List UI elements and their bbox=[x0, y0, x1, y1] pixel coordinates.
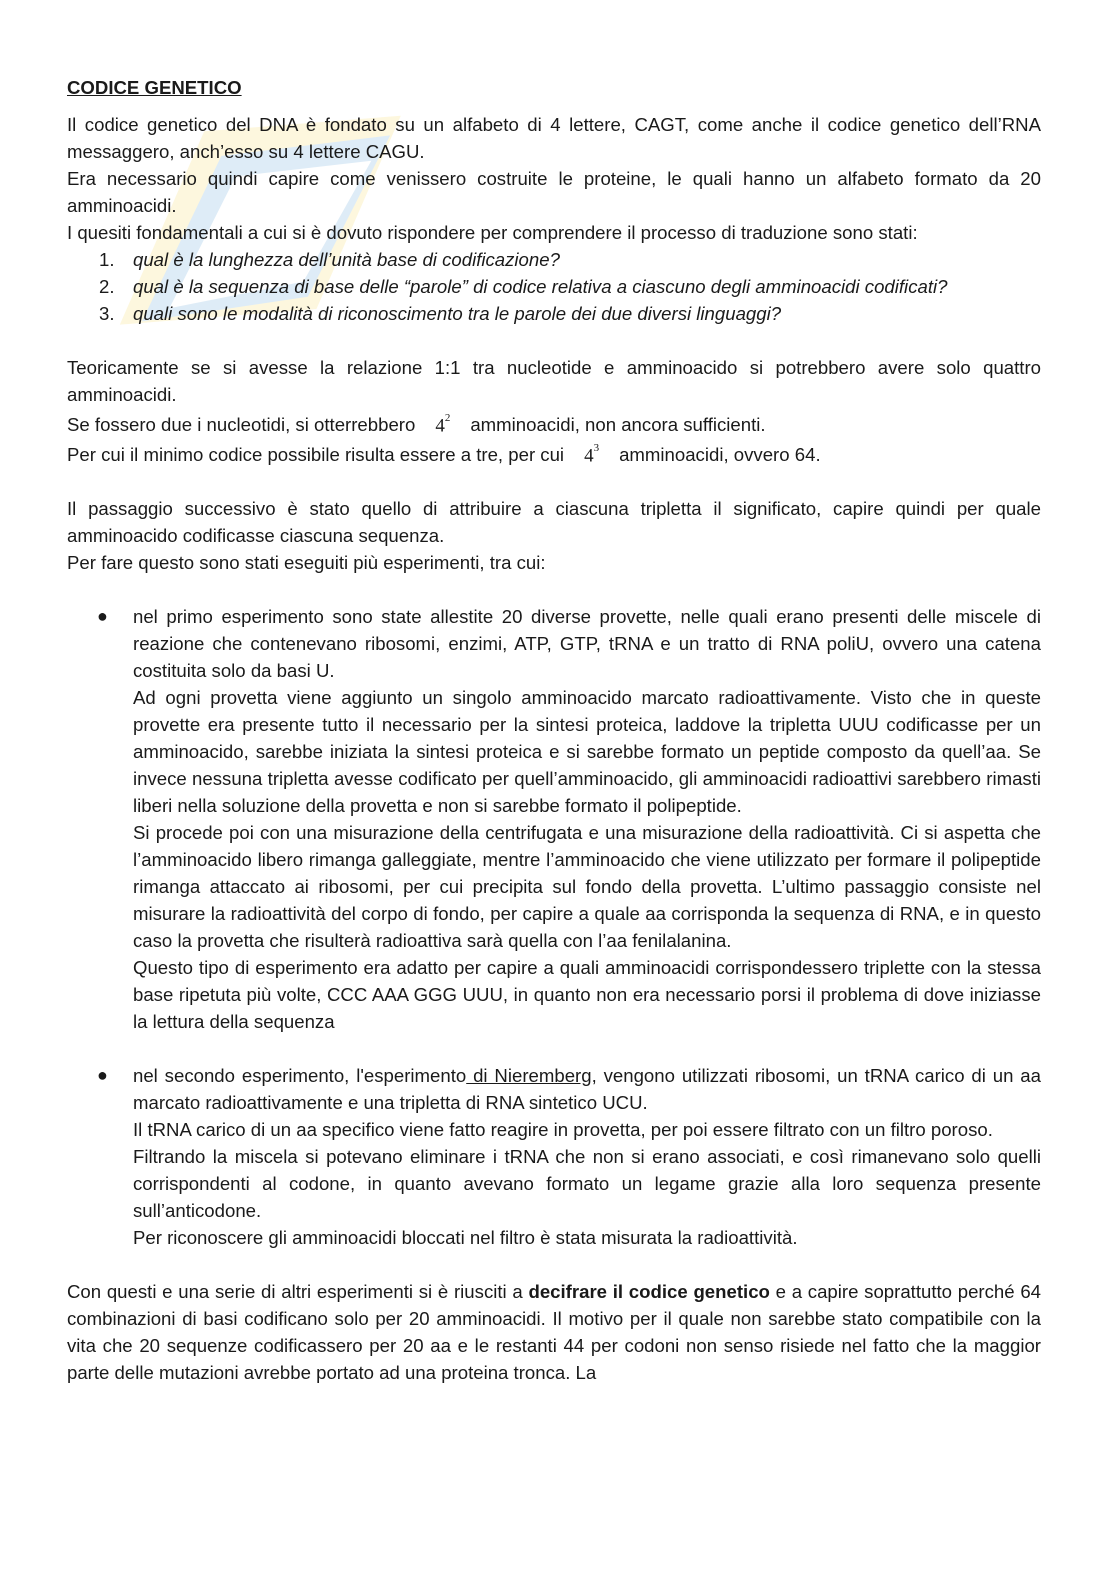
bullet-icon: ● bbox=[97, 1065, 108, 1085]
list-item bbox=[67, 603, 1041, 1035]
conclusion-bold-text: decifrare il codice genetico bbox=[528, 1281, 770, 1302]
bullet-icon: ● bbox=[97, 606, 108, 626]
exp1-paragraph-3: Si procede poi con una misurazione della centrifugata e una misurazione della radioattività. Ci si aspetta che l’amminoacido libero rimanga galleggiate, mentre l’amminoacido che viene utilizzato per formare il polipeptide rimanga attaccato ai ribosomi, per cui precipita sul fondo della provetta. L’ultimo passaggio consiste nel misurare la radioattività del corpo di fondo, per capire a quale aa corrisponda la sequenza di RNA, e in questo caso la provetta che risulterà radioattiva sarà quella con l’aa fenilalanina. bbox=[133, 822, 1041, 951]
list-number: 1. bbox=[99, 249, 115, 270]
exp2-paragraph-1: Il tRNA carico di un aa specifico viene fatto reagire in provetta, per poi essere filtrato con un filtro poroso. bbox=[133, 1119, 993, 1140]
power-expression bbox=[435, 408, 450, 439]
questions-list bbox=[67, 246, 1041, 327]
math-line-three bbox=[67, 438, 1041, 468]
list-number: 2. bbox=[99, 276, 115, 297]
math-text-after: amminoacidi, non ancora sufficienti. bbox=[470, 414, 766, 436]
exp2-lead-text: nel secondo esperimento, l'esperimento bbox=[133, 1065, 467, 1086]
exp1-paragraph-1: nel primo esperimento sono state allestite 20 diverse provette, nelle quali erano presenti delle miscele di reazione che contenevano ribosomi, enzimi, ATP, GTP, tRNA e un tratto di RNA poliU, ovvero una catena costituita solo da basi U. bbox=[133, 606, 1041, 681]
power-expression bbox=[584, 438, 599, 469]
exp2-paragraph-2: Filtrando la miscela si potevano eliminare i tRNA che non si erano associati, e così rimanevano solo quelli corrispondenti al codone, in quanto avevano formato un legame grazie alla loro sequenza presente sull’anticodone. bbox=[133, 1146, 1041, 1221]
exp1-paragraph-2: Ad ogni provetta viene aggiunto un singolo amminoacido marcato radioattivamente. Visto che in queste provette era presente tutto il necessario per la sintesi proteica, laddove la tripletta UUU codificasse per un amminoacido, sarebbe iniziata la sintesi proteica e si sarebbe formato un peptide composto da quell’aa. Se invece nessuna tripletta avesse codificato per quell’amminoacido, gli amminoacidi radioattivi sarebbero rimasti liberi nella soluzione della provetta e non si sarebbe formato il polipeptide. bbox=[133, 687, 1041, 816]
list-item bbox=[67, 300, 1041, 327]
conclusion-text: Con questi e una serie di altri esperimenti si è riusciti a bbox=[67, 1281, 523, 1302]
passage-paragraph: Il passaggio successivo è stato quello di attribuire a ciascuna tripletta il significato, capire quindi per quale amminoacido codificasse ciascuna sequenza. bbox=[67, 498, 1041, 546]
exp1-paragraph-4: Questo tipo di esperimento era adatto per capire a quali amminoacidi corrispondessero triplette con la stessa base ripetuta più volte, CCC AAA GGG UUU, in quanto non era necessario porsi il problema di dove iniziasse la lettura della sequenza bbox=[133, 957, 1041, 1032]
page-title: CODICE GENETICO bbox=[67, 77, 242, 98]
document-body bbox=[67, 74, 1041, 1386]
conclusion-text: e a capire soprattutto perché 64 combinazioni di basi codificano solo per 20 amminoacidi. Il motivo per il quale non sarebbe stato compatibile con la vita che 20 sequenze codificassero per 20 aa e le restanti 44 per codoni non senso risiede nel fatto che la maggior parte delle mutazioni avrebbe portato ad una proteina tronca. La bbox=[67, 1281, 1041, 1383]
exp2-lead-paragraph bbox=[133, 1062, 1041, 1116]
question-text: qual è la sequenza di base delle “parole” di codice relativa a ciascuno degli amminoacidi codificati? bbox=[133, 276, 948, 297]
theory-paragraph: Teoricamente se si avesse la relazione 1:1 tra nucleotide e amminoacido si potrebbero avere solo quattro amminoacidi. bbox=[67, 357, 1041, 405]
experiments-list bbox=[67, 603, 1041, 1251]
math-text-after: amminoacidi, ovvero 64. bbox=[619, 444, 821, 466]
list-item bbox=[67, 273, 1041, 300]
list-item bbox=[67, 1062, 1041, 1251]
exp2-paragraph-3: Per riconoscere gli amminoacidi bloccati nel filtro è stata misurata la radioattività. bbox=[133, 1227, 798, 1248]
math-exponent: 3 bbox=[593, 442, 600, 454]
intro-paragraph-2: Era necessario quindi capire come venissero costruite le proteine, le quali hanno un alfabeto formato da 20 amminoacidi. bbox=[67, 168, 1041, 216]
conclusion-paragraph bbox=[67, 1278, 1041, 1386]
question-text: qual è la lunghezza dell’unità base di codificazione? bbox=[133, 249, 560, 270]
question-text: quali sono le modalità di riconoscimento tra le parole dei due diversi linguaggi? bbox=[133, 303, 782, 324]
list-item bbox=[67, 246, 1041, 273]
intro-paragraph-3: I quesiti fondamentali a cui si è dovuto rispondere per comprendere il processo di traduzione sono stati: bbox=[67, 222, 918, 243]
exp2-lead-text: , vengono utilizzati ribosomi, un tRNA carico di un aa marcato radioattivamente e una tripletta di RNA sintetico UCU. bbox=[133, 1065, 1041, 1113]
math-line-two bbox=[67, 408, 1041, 438]
intro-paragraph-1: Il codice genetico del DNA è fondato su un alfabeto di 4 lettere, CAGT, come anche il codice genetico dell’RNA messaggero, anch’esso su 4 lettere CAGU. bbox=[67, 114, 1041, 162]
list-number: 3. bbox=[99, 303, 115, 324]
math-text-before: Se fossero due i nucleotidi, si otterrebbero bbox=[67, 414, 416, 436]
math-base: 4 bbox=[435, 415, 445, 437]
experiments-intro: Per fare questo sono stati eseguiti più esperimenti, tra cui: bbox=[67, 552, 546, 573]
math-exponent: 2 bbox=[444, 412, 451, 424]
math-text-before: Per cui il minimo codice possibile risulta essere a tre, per cui bbox=[67, 444, 565, 466]
math-base: 4 bbox=[584, 445, 594, 467]
nieremberg-link: di Nieremberg bbox=[466, 1065, 592, 1086]
